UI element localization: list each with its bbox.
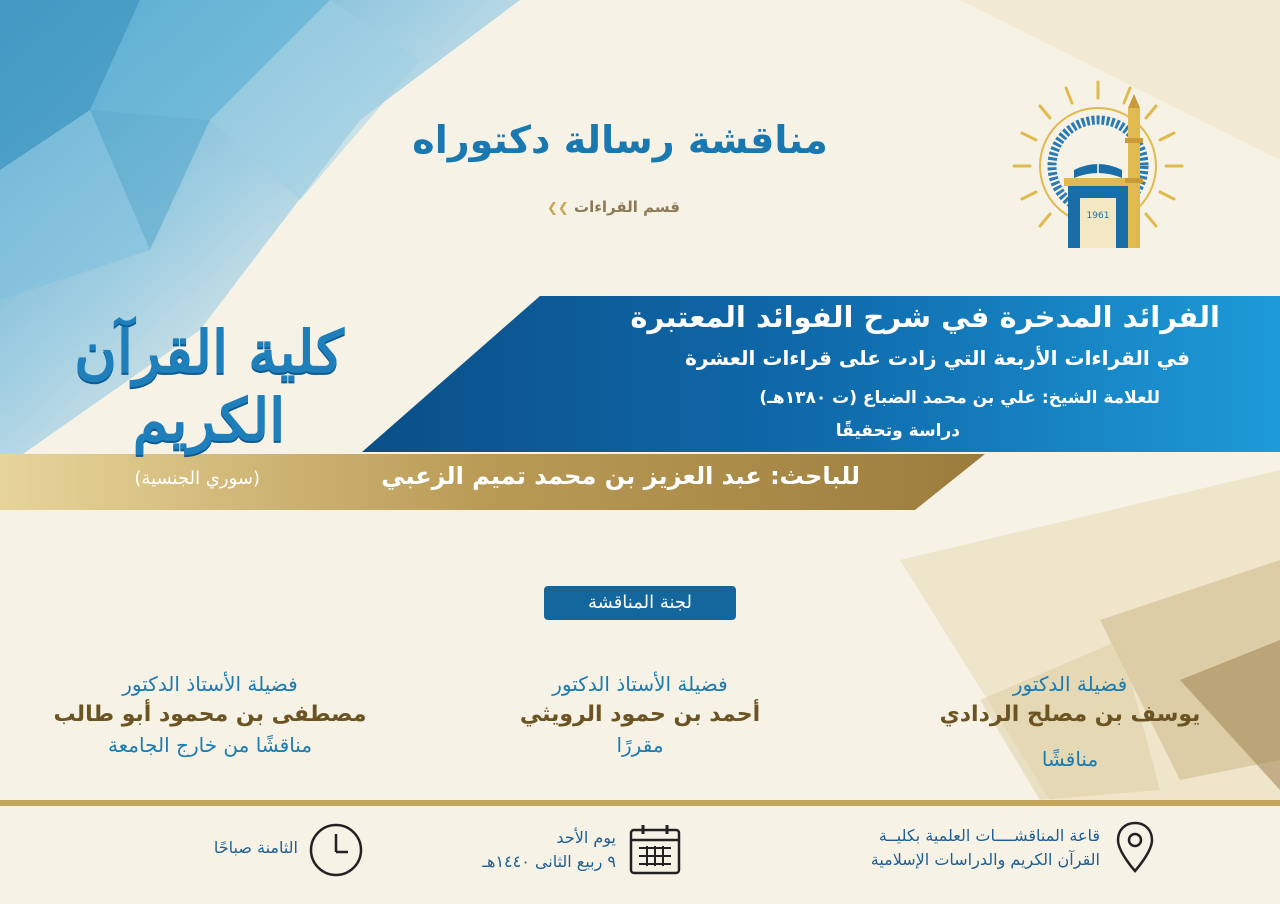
member-name: أحمد بن حمود الرويثي (519, 702, 761, 727)
logo-year-gregorian: 1961 (1086, 211, 1110, 221)
department-text: قسم القراءات (574, 198, 680, 216)
event-hijri-date: ٩ ربيع الثانى ١٤٤٠هـ (482, 852, 616, 871)
calendar-icon (628, 822, 682, 876)
member-title: فضيلة الأستاذ الدكتور (122, 672, 298, 696)
committee-member-1 (900, 672, 1240, 771)
researcher-nationality: (سوري الجنسية) (134, 468, 260, 489)
committee-member-3 (30, 672, 390, 757)
researcher-name: للباحث: عبد العزيز بن محمد تميم الزعبي (381, 462, 860, 490)
thesis-title: الفرائد المدخرة في شرح الفوائد المعتبرة (630, 300, 1220, 334)
event-date (420, 826, 616, 874)
thesis-type: دراسة وتحقيقًا (835, 421, 960, 441)
event-day: يوم الأحد (556, 828, 616, 847)
member-name: يوسف بن مصلح الردادي (939, 702, 1201, 727)
member-role: مناقشًا (1041, 747, 1099, 771)
member-title: فضيلة الدكتور (1012, 672, 1128, 696)
event-time: الثامنة صباحًا (213, 838, 298, 857)
map-pin-icon (1114, 820, 1156, 874)
committee-member-2 (470, 672, 810, 757)
member-role: مناقشًا من خارج الجامعة (107, 733, 313, 757)
clock-icon (308, 822, 364, 878)
committee-heading: لجنة المناقشة (544, 586, 736, 620)
page-title: مناقشة رسالة دكتوراه (412, 118, 828, 162)
venue-line-2: القرآن الكريم والدراسات الإسلامية (870, 850, 1100, 869)
member-name: مصطفى بن محمود أبو طالب (53, 702, 367, 727)
member-role: مقررًا (616, 733, 664, 757)
university-logo (1010, 78, 1186, 254)
double-chevron-icon: ❯❯ (546, 201, 569, 216)
venue-line-1: قاعة المناقشــــات العلمية بكليــة (878, 826, 1100, 845)
college-calligraphy: كلية القرآن الكريم (74, 318, 344, 454)
department-label (470, 198, 680, 216)
thesis-subtitle: في القراءات الأربعة التي زادت على قراءات العشرة (685, 346, 1190, 370)
member-title: فضيلة الأستاذ الدكتور (552, 672, 728, 696)
thesis-author: للعلامة الشيخ: علي بن محمد الضباع (ت ١٣٨٠هـ) (759, 388, 1160, 408)
venue (780, 824, 1100, 872)
logo-year-hijri: ١٣٨١ (1088, 189, 1108, 199)
